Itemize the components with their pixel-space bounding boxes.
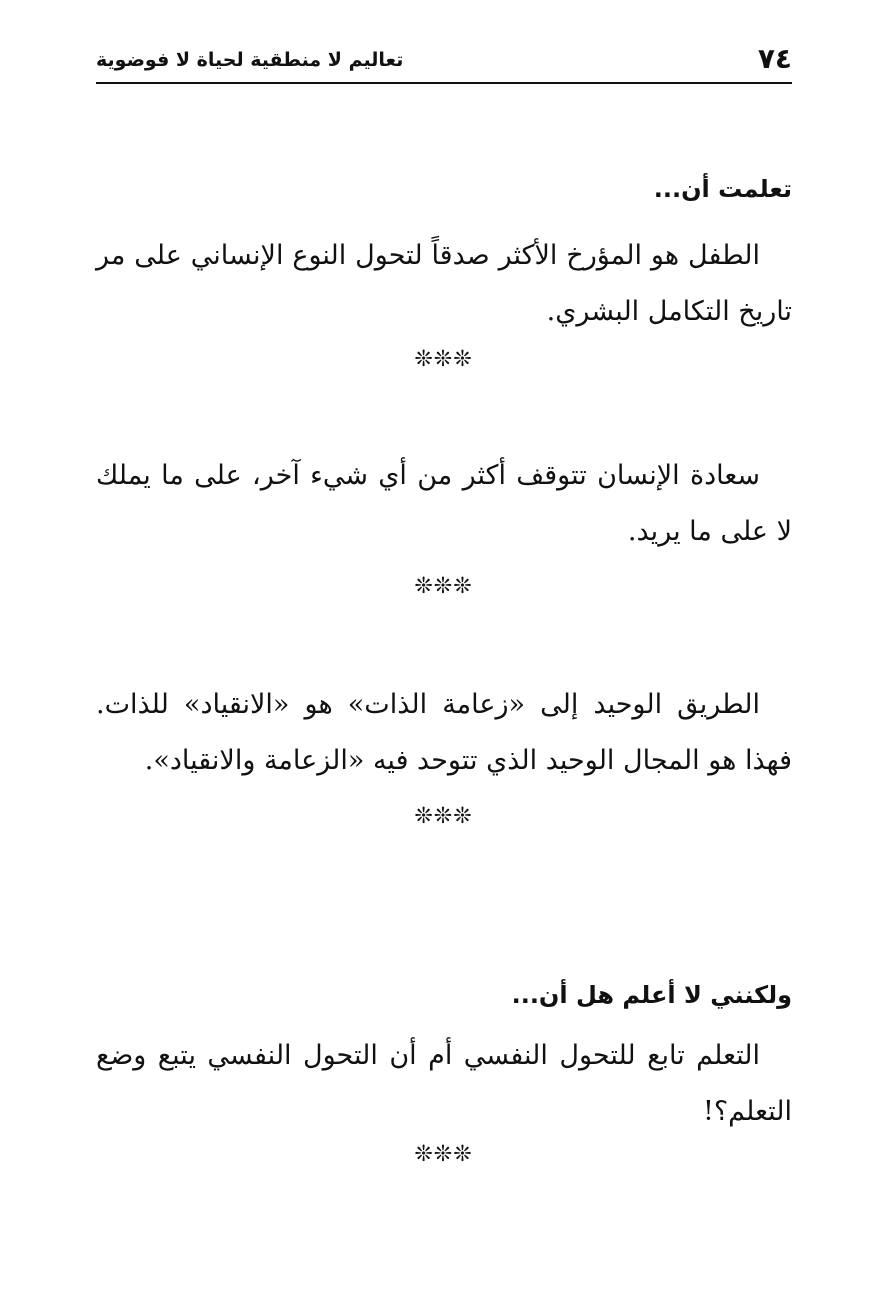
separator-stars: ❊❊❊ bbox=[414, 574, 473, 599]
section-learned bbox=[96, 172, 792, 340]
section-leadership bbox=[96, 677, 792, 789]
section-heading: ولكنني لا أعلم هل أن... bbox=[511, 981, 792, 1009]
page-header bbox=[96, 38, 792, 84]
section-heading: تعلمت أن... bbox=[653, 175, 792, 203]
separator-stars: ❊❊❊ bbox=[414, 347, 473, 372]
section-paragraph: الطفل هو المؤرخ الأكثر صدقاً لتحول النوع الإنساني على مر تاريخ التكامل البشري. bbox=[96, 240, 792, 327]
section-paragraph: التعلم تابع للتحول النفسي أم أن التحول النفسي يتبع وضع التعلم؟! bbox=[96, 1040, 792, 1127]
section-happiness bbox=[96, 448, 792, 560]
running-title: تعاليم لا منطقية لحياة لا فوضوية bbox=[96, 49, 404, 71]
separator-stars: ❊❊❊ bbox=[414, 804, 473, 829]
section-unknown bbox=[96, 978, 792, 1140]
page-number: ٧٤ bbox=[757, 42, 792, 75]
section-paragraph: سعادة الإنسان تتوقف أكثر من أي شيء آخر، على ما يملك لا على ما يريد. bbox=[96, 460, 792, 547]
separator-stars: ❊❊❊ bbox=[414, 1142, 473, 1167]
section-paragraph: الطريق الوحيد إلى «زعامة الذات» هو «الانقياد» للذات. فهذا هو المجال الوحيد الذي تتوحد فيه «الزعامة والانقياد». bbox=[96, 689, 792, 776]
